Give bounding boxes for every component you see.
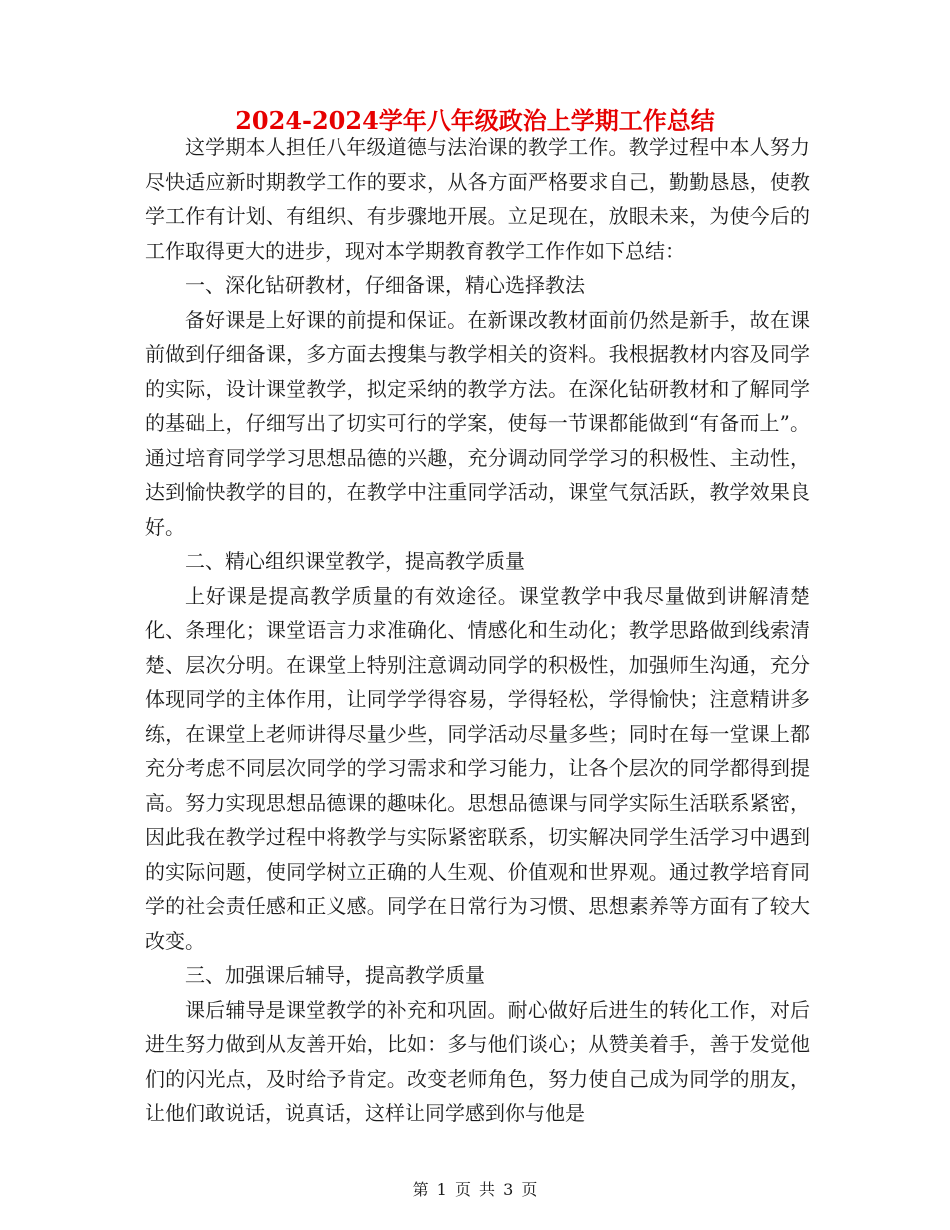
page-number-footer: 第 1 页 共 3 页	[412, 1180, 538, 1199]
section-paragraph-3: 课后辅导是课堂教学的补充和巩固。耐心做好后进生的转化工作，对后进生努力做到从友善开始，比如：多与他们谈心；从赞美着手，善于发觉他们的闪光点，及时给予肯定。改变老师角色，努力使自己成为同学的朋友，让他们敢说话，说真话，这样让同学感到你与他是	[145, 997, 810, 1125]
intro-paragraph: 这学期本人担任八年级道德与法治课的教学工作。教学过程中本人努力尽快适应新时期教学工作的要求，从各方面严格要求自己，勤勤恳恳，使教学工作有计划、有组织、有步骤地开展。立足现在，放眼未来，为使今后的工作取得更大的进步，现对本学期教育教学工作作如下总结：	[145, 135, 810, 263]
section-heading-3: 三、加强课后辅导，提高教学质量	[185, 963, 485, 987]
section-paragraph-2: 上好课是提高教学质量的有效途径。课堂教学中我尽量做到讲解清楚化、条理化；课堂语言力求准确化、情感化和生动化；教学思路做到线索清楚、层次分明。在课堂上特别注意调动同学的积极性，加强师生沟通，充分体现同学的主体作用，让同学学得容易，学得轻松，学得愉快；注意精讲多练，在课堂上老师讲得尽量少些，同学活动尽量多些；同时在每一堂课上都充分考虑不同层次同学的学习需求和学习能力，让各个层次的同学都得到提高。努力实现思想品德课的趣味化。思想品德课与同学实际生活联系紧密，因此我在教学过程中将教学与实际紧密联系，切实解决同学生活学习中遇到的实际问题，使同学树立正确的人生观、价值观和世界观。通过教学培育同学的社会责任感和正义感。同学在日常行为习惯、思想素养等方面有了较大改变。	[145, 583, 810, 953]
document-body	[145, 130, 810, 1131]
document-title: 2024-2024学年八年级政治上学期工作总结	[235, 106, 715, 135]
section-paragraph-1: 备好课是上好课的前提和保证。在新课改教材面前仍然是新手，故在课前做到仔细备课，多方面去搜集与教学相关的资料。我根据教材内容及同学的实际，设计课堂教学，拟定采纳的教学方法。在深化钻研教材和了解同学的基础上，仔细写出了切实可行的学案，使每一节课都能做到“有备而上”。通过培育同学学习思想品德的兴趣，充分调动同学学习的积极性、主动性，达到愉快教学的目的，在教学中注重同学活动，课堂气氛活跃，教学效果良好。	[145, 307, 810, 539]
section-heading-1: 一、深化钻研教材，仔细备课，精心选择教法	[185, 273, 585, 297]
section-heading-2: 二、精心组织课堂教学，提高教学质量	[185, 549, 525, 573]
